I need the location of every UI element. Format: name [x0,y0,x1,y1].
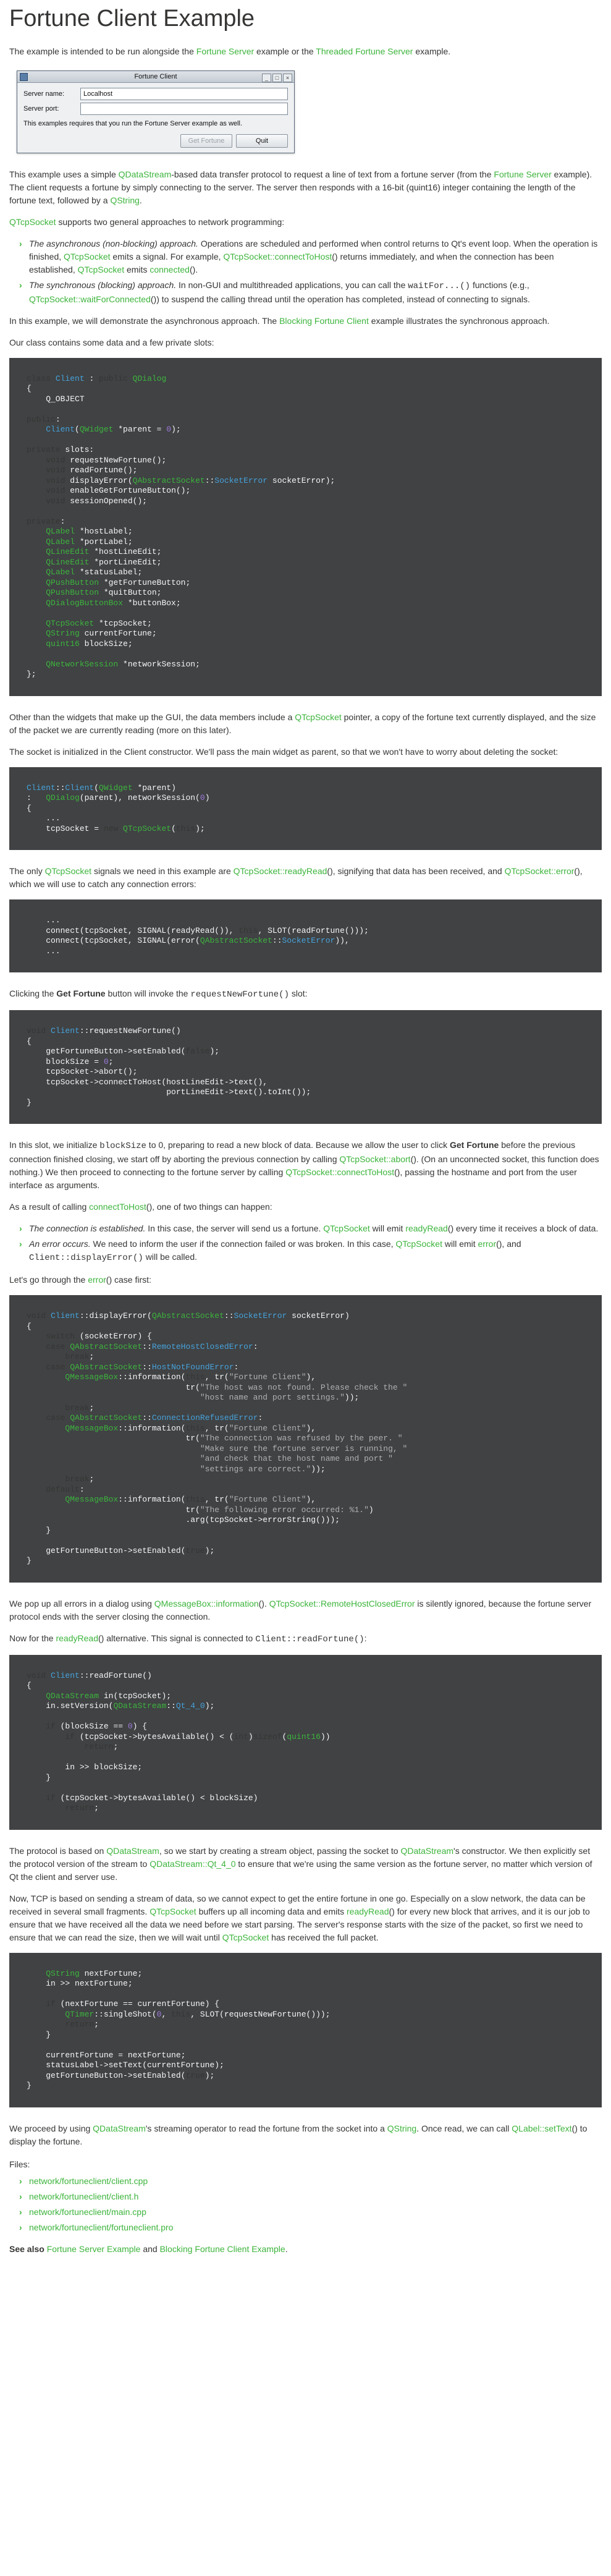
link-qtcpsocket[interactable]: QTcpSocket [222,1932,269,1942]
link-abort[interactable]: QTcpSocket::abort [339,1154,411,1164]
get-fortune-button[interactable]: Get Fortune [180,134,232,148]
link-fortune-server[interactable]: Fortune Server [196,46,255,56]
page-title: Fortune Client Example [9,6,255,32]
code-block-request-new-fortune: void Client::requestNewFortune() { getFortuneButton->setEnabled(false); blockSize = 0; tcpSocket->abort(); tcpSocket->connectToHost(hostLineEdit->text(), portLineEdit->text().toInt()); } [9,1010,602,1124]
link-qtcpsocket[interactable]: QTcpSocket [64,251,111,261]
link-qdatastream[interactable]: QDataStream [118,169,172,179]
link-readyread[interactable]: QTcpSocket::readyRead [233,866,327,876]
quit-button[interactable]: Quit [236,134,288,148]
files-list [9,2175,602,2234]
link-qtcpsocket[interactable]: QTcpSocket [77,264,125,274]
link-qt-4-0[interactable]: QDataStream::Qt_4_0 [150,1858,236,1869]
file-link[interactable]: network/fortuneclient/client.cpp [29,2175,148,2186]
outcome-list [9,1222,602,1265]
paragraph: QTcpSocket supports two general approaches to network programming: [9,216,285,227]
server-port-label: Server port: [23,104,59,113]
link-connecttohost[interactable]: connectToHost [89,1202,146,1212]
link-connected[interactable]: connected [150,264,190,274]
link-qlabel-settext[interactable]: QLabel::setText [512,2123,572,2133]
fortune-client-screenshot [17,70,295,153]
link-qstring[interactable]: QString [110,195,140,205]
link-qtcpsocket[interactable]: QTcpSocket [150,1906,196,1916]
paragraph: Our class contains some data and a few private slots: [9,337,214,347]
server-port-row [23,103,288,115]
paragraph: We pop up all errors in a dialog using QMessageBox::information(). QTcpSocket::RemoteHostClosedError is silently ignored, because the fortune server protocol ends with the server closing the connection. [9,1598,592,1622]
list-item: › The synchronous (blocking) approach. In non-GUI and multithreaded applications, you can call the waitFor...() functions (e.g., QTcpSocket::waitForConnected()) to suspend the calling thread until the operation has completed, instead of connecting to signals. [23,279,602,306]
approach-list [9,237,602,306]
code-block-read-fortune: void Client::readFortune() { QDataStream in(tcpSocket); in.setVersion(QDataStream::Qt_4_0); if (blockSize == 0) { if (tcpSocket->bytesAvailable() < (int)sizeof(quint16)) return; in >> blockSize; } if (tcpSocket->bytesAvailable() < blockSize) return; [9,1655,602,1830]
paragraph: Other than the widgets that make up the GUI, the data members include a QTcpSocket pointer, a copy of the fortune text currently displayed, and the size of the packet we are currently reading (more on this later). [9,712,596,735]
link-qdatastream[interactable]: QDataStream [400,1845,454,1856]
window-title: Fortune Client [134,73,177,80]
window-controls [261,72,292,83]
link-readyread[interactable]: readyRead [347,1906,389,1916]
list-item: › An error occurs. We need to inform the user if the connection failed or was broken. In this case, QTcpSocket will emit error(), and Client::displayError() will be called. [23,1238,602,1265]
link-error[interactable]: error [478,1239,497,1249]
code-block-constructor: Client::Client(QWidget *parent) : QDialog(parent), networkSession(0) { ... tcpSocket = new QTcpSocket(this); [9,767,602,851]
code-block-display-error: void Client::displayError(QAbstractSocket::SocketError socketError) { switch (socketError) { case QAbstractSocket::RemoteHostClosedError: break; case QAbstractSocket::HostNotFoundError: QMessageBox::information(this, tr("Fortune Client"), tr("The host was not found. Please check the " "host name and port settings.")); break; case QAbstractSocket::ConnectionRefusedError: QMessageBox::information(this, tr("Fortune Client"), tr("The connection was refused by the peer. " "Make sure the fortune server is running, " "and check that the host name and port " "settings are correct.")); break; default: QMessageBox::information(this, tr("Fortune Client"), tr("The following error occurred: %1.") .arg(tcpSocket->errorString())); } getFortuneButton->setEnabled(true); } [9,1295,602,1583]
list-item [23,2221,602,2234]
link-readyread[interactable]: readyRead [405,1223,448,1233]
link-qdatastream[interactable]: QDataStream [93,2123,146,2133]
link-blocking-fortune-client[interactable]: Blocking Fortune Client [279,315,369,326]
doc-page [0,1,611,2283]
paragraph: Clicking the Get Fortune button will invoke the requestNewFortune() slot: [9,988,308,1000]
code-block-next-fortune: QString nextFortune; in >> nextFortune; if (nextFortune == currentFortune) { QTimer::singleShot(0, this, SLOT(requestNewFortune())); return; } currentFortune = nextFortune; statusLabel->setText(currentFortune); getFortuneButton->setEnabled(true); } [9,1953,602,2107]
link-connecttohost[interactable]: QTcpSocket::connectToHost [285,1167,395,1177]
status-label: This examples requires that you run the Fortune Server example as well. [23,120,242,127]
link-waitforconnected[interactable]: QTcpSocket::waitForConnected [29,294,151,304]
paragraph: As a result of calling connectToHost(), one of two things can happen: [9,1202,272,1212]
link-qstring[interactable]: QString [387,2123,417,2133]
file-link[interactable]: network/fortuneclient/main.cpp [29,2206,146,2217]
list-item [23,2190,602,2203]
link-qtcpsocket[interactable]: QTcpSocket [9,216,56,227]
link-remotehostclosederror[interactable]: QTcpSocket::RemoteHostClosedError [269,1598,415,1609]
intro-paragraph: The example is intended to be run alongside the Fortune Server example or the Threaded Fortune Server example. [9,46,451,56]
paragraph: In this slot, we initialize blockSize to 0, preparing to read a new block of data. Because we allow the user to click Get Fortune before the previous connection finished closing, we start off by aborting the previous connection by calling QTcpSocket::abort(). (On an unconnected socket, this function does nothing.) We then proceed to connecting to the fortune server by calling QTcpSocket::connectToHost(), passing the hostname and port from the user interface as arguments. [9,1140,599,1190]
minimize-icon[interactable]: _ [262,74,271,82]
files-heading: Files: [9,2159,30,2169]
close-icon[interactable]: × [283,74,292,82]
link-qdatastream[interactable]: QDataStream [106,1845,159,1856]
server-name-field[interactable]: Localhost [80,88,288,100]
server-name-row [23,88,288,100]
link-connecttohost[interactable]: QTcpSocket::connectToHost [223,251,332,261]
link-qtcpsocket[interactable]: QTcpSocket [323,1223,370,1233]
link-error[interactable]: error [88,1275,106,1285]
link-qtcpsocket[interactable]: QTcpSocket [295,712,342,722]
paragraph: Now, TCP is based on sending a stream of data, so we cannot expect to get the entire fortune in one go. Especially on a slow network, the data can be received in several small fragments. QTcpSocket buffers up all incoming data and emits readyRead() for every new block that arrives, and it is our job to ensure that we have received all the data we need before we start parsing. The server's response starts with the size of the packet, so first we need to ensure that we can read the size, then we will wait until QTcpSocket has received the full packet. [9,1893,590,1942]
paragraph: Let's go through the error() case first: [9,1275,151,1285]
paragraph: Now for the readyRead() alternative. This signal is connected to Client::readFortune(): [9,1633,367,1644]
see-also: See also Fortune Server Example and Blocking Fortune Client Example. [9,2243,288,2254]
window-body [17,83,294,153]
link-readyread[interactable]: readyRead [56,1633,98,1643]
paragraph: The protocol is based on QDataStream, so we start by creating a stream object, passing the socket to QDataStream's constructor. We then explicitly set the protocol version of the stream to QDataStream::Qt_4_0 to ensure that we're using the same version as the fortune server, no matter which version of Qt the client and server use. [9,1845,592,1882]
link-fortune-server[interactable]: Fortune Server [494,169,552,179]
code-block-class-declaration: class Client : public QDialog { Q_OBJECT public: Client(QWidget *parent = 0); private slots: void requestNewFortune(); void readFortune(); void displayError(QAbstractSocket::SocketError socketError); void enableGetFortuneButton(); void sessionOpened(); private: QLabel *hostLabel; QLabel *portLabel; QLineEdit *hostLineEdit; QLineEdit *portLineEdit; QLabel *statusLabel; QPushButton *getFortuneButton; QPushButton *quitButton; QDialogButtonBox *buttonBox; QTcpSocket *tcpSocket; QString currentFortune; quint16 blockSize; QNetworkSession *networkSession; }; [9,358,602,696]
paragraph: In this example, we will demonstrate the asynchronous approach. The Blocking Fortune Client example illustrates the synchronous approach. [9,315,550,326]
link-qtcpsocket[interactable]: QTcpSocket [44,866,92,876]
server-name-label: Server name: [23,90,65,98]
list-item [23,2206,602,2219]
paragraph: The socket is initialized in the Client constructor. We'll pass the main widget as parent, so that we won't have to worry about deleting the socket: [9,746,558,757]
link-qtcpsocket[interactable]: QTcpSocket [395,1239,442,1249]
code-block-connections: ... connect(tcpSocket, SIGNAL(readyRead()), this, SLOT(readFortune())); connect(tcpSocket, SIGNAL(error(QAbstractSocket::SocketError)), ... [9,899,602,972]
file-link[interactable]: network/fortuneclient/fortuneclient.pro [29,2222,174,2232]
file-link[interactable]: network/fortuneclient/client.h [29,2191,139,2201]
paragraph: This example uses a simple QDataStream-based data transfer protocol to request a line of text from a fortune server (from the Fortune Server example). The client requests a fortune by simply connecting to the server. The server then responds with a 16-bit (quint16) integer containing the length of the fortune text, followed by a QString. [9,169,592,205]
paragraph: We proceed by using QDataStream's streaming operator to read the fortune from the socket into a QString. Once read, we can call QLabel::setText() to display the fortune. [9,2123,588,2146]
link-fortune-server-example[interactable]: Fortune Server Example [46,2243,141,2254]
app-icon [20,73,28,81]
paragraph: The only QTcpSocket signals we need in this example are QTcpSocket::readyRead(), signifying that data has been received, and QTcpSocket::error(), which we will use to catch any connection errors: [9,866,583,889]
server-port-field[interactable] [80,103,288,115]
link-qmessagebox-information[interactable]: QMessageBox::information [154,1598,259,1609]
maximize-icon[interactable]: □ [272,74,282,82]
list-item [23,2175,602,2188]
button-row [23,134,288,148]
window-titlebar [17,71,294,83]
link-blocking-fortune-client-example[interactable]: Blocking Fortune Client Example [159,2243,285,2254]
list-item: › The asynchronous (non-blocking) approach. Operations are scheduled and performed when control returns to Qt's event loop. When the operation is finished, QTcpSocket emits a signal. For example, QTcpSocket::connectToHost() returns immediately, and when the connection has been established, QTcpSocket emits connected(). [23,237,602,276]
link-threaded-fortune-server[interactable]: Threaded Fortune Server [316,46,413,56]
link-error[interactable]: QTcpSocket::error [504,866,575,876]
list-item: › The connection is established. In this case, the server will send us a fortune. QTcpSocket will emit readyRead() every time it receives a block of data. [23,1222,602,1235]
